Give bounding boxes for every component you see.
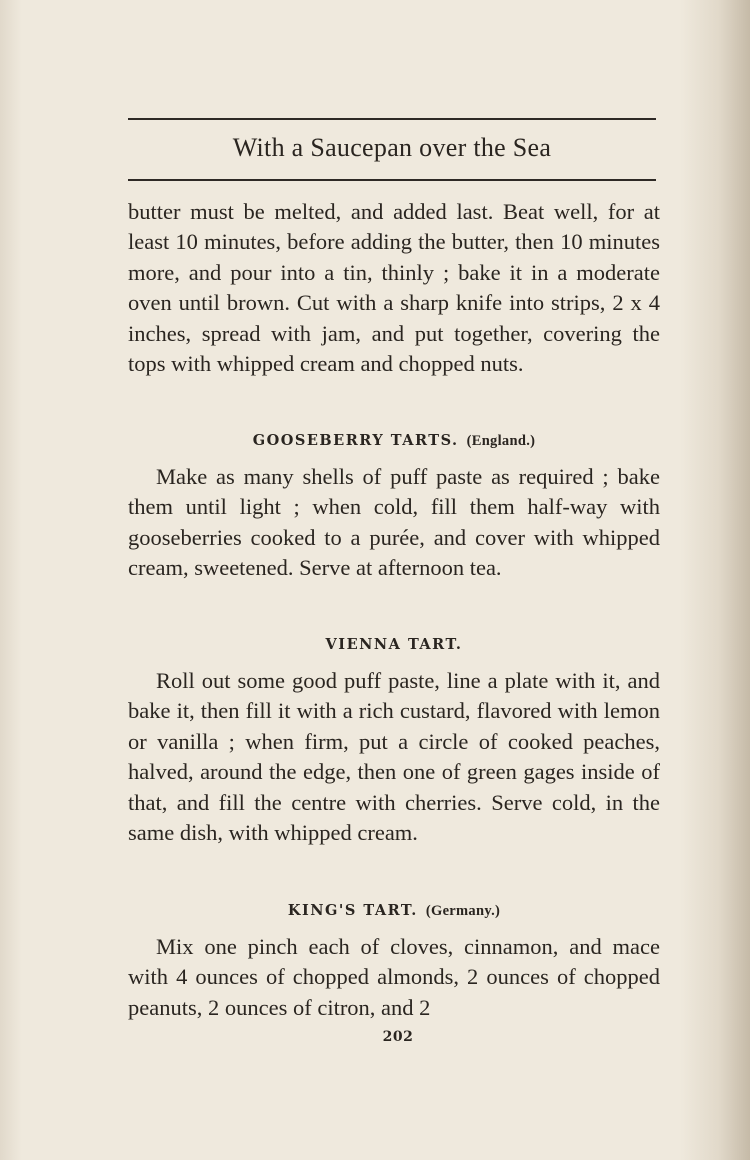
header-rule-bottom (128, 179, 656, 181)
paragraph-text: Mix one pinch each of cloves, cinnamon, and mace with 4 ounces of chopped almonds, 2 ounces of chopped peanuts, 2 ounces of citron, and 2 (128, 934, 660, 1020)
header-rule-top (128, 118, 656, 120)
page-gutter-shadow (680, 0, 750, 1160)
paragraph-gooseberry-tarts (128, 462, 660, 584)
recipe-heading-gooseberry-tarts (128, 432, 660, 450)
page-number: 202 (382, 1029, 414, 1045)
paragraph-continued (128, 197, 660, 379)
recipe-region: (Germany.) (425, 903, 501, 919)
recipe-heading-kings-tart (128, 902, 660, 920)
page-edge-shadow-left (0, 0, 22, 1160)
paragraph-text: Make as many shells of puff paste as required ; bake them until light ; when cold, fill them half-way with gooseberries cooked to a purée, and cover with whipped cream, sweetened. Serve at afternoon tea. (128, 464, 660, 581)
paragraph-text: butter must be melted, and added last. Beat well, for at least 10 minutes, before adding the butter, then 10 minutes more, and pour into a tin, thinly ; bake it in a moderate oven until brown. Cut with a sharp knife into strips, 2 x 4 inches, spread with jam, and put together, covering the tops with whipped cream and chopped nuts. (128, 199, 660, 377)
recipe-title: KING'S TART. (287, 902, 418, 919)
recipe-region: (England.) (466, 433, 536, 449)
paragraph-text: Roll out some good puff paste, line a plate with it, and bake it, then fill it with a rich custard, flavored with lemon or vanilla ; when firm, put a circle of cooked peaches, halved, around the edge, then one of green gages inside of that, and fill the centre with cherries. Serve cold, in the same dish, with whipped cream. (128, 668, 660, 846)
paragraph-vienna-tart (128, 666, 660, 848)
paragraph-kings-tart (128, 932, 660, 1023)
recipe-title: GOOSEBERRY TARTS. (252, 432, 459, 449)
recipe-title: VIENNA TART. (325, 636, 463, 653)
running-head: With a Saucepan over the Sea (232, 133, 552, 162)
recipe-heading-vienna-tart (128, 636, 660, 653)
